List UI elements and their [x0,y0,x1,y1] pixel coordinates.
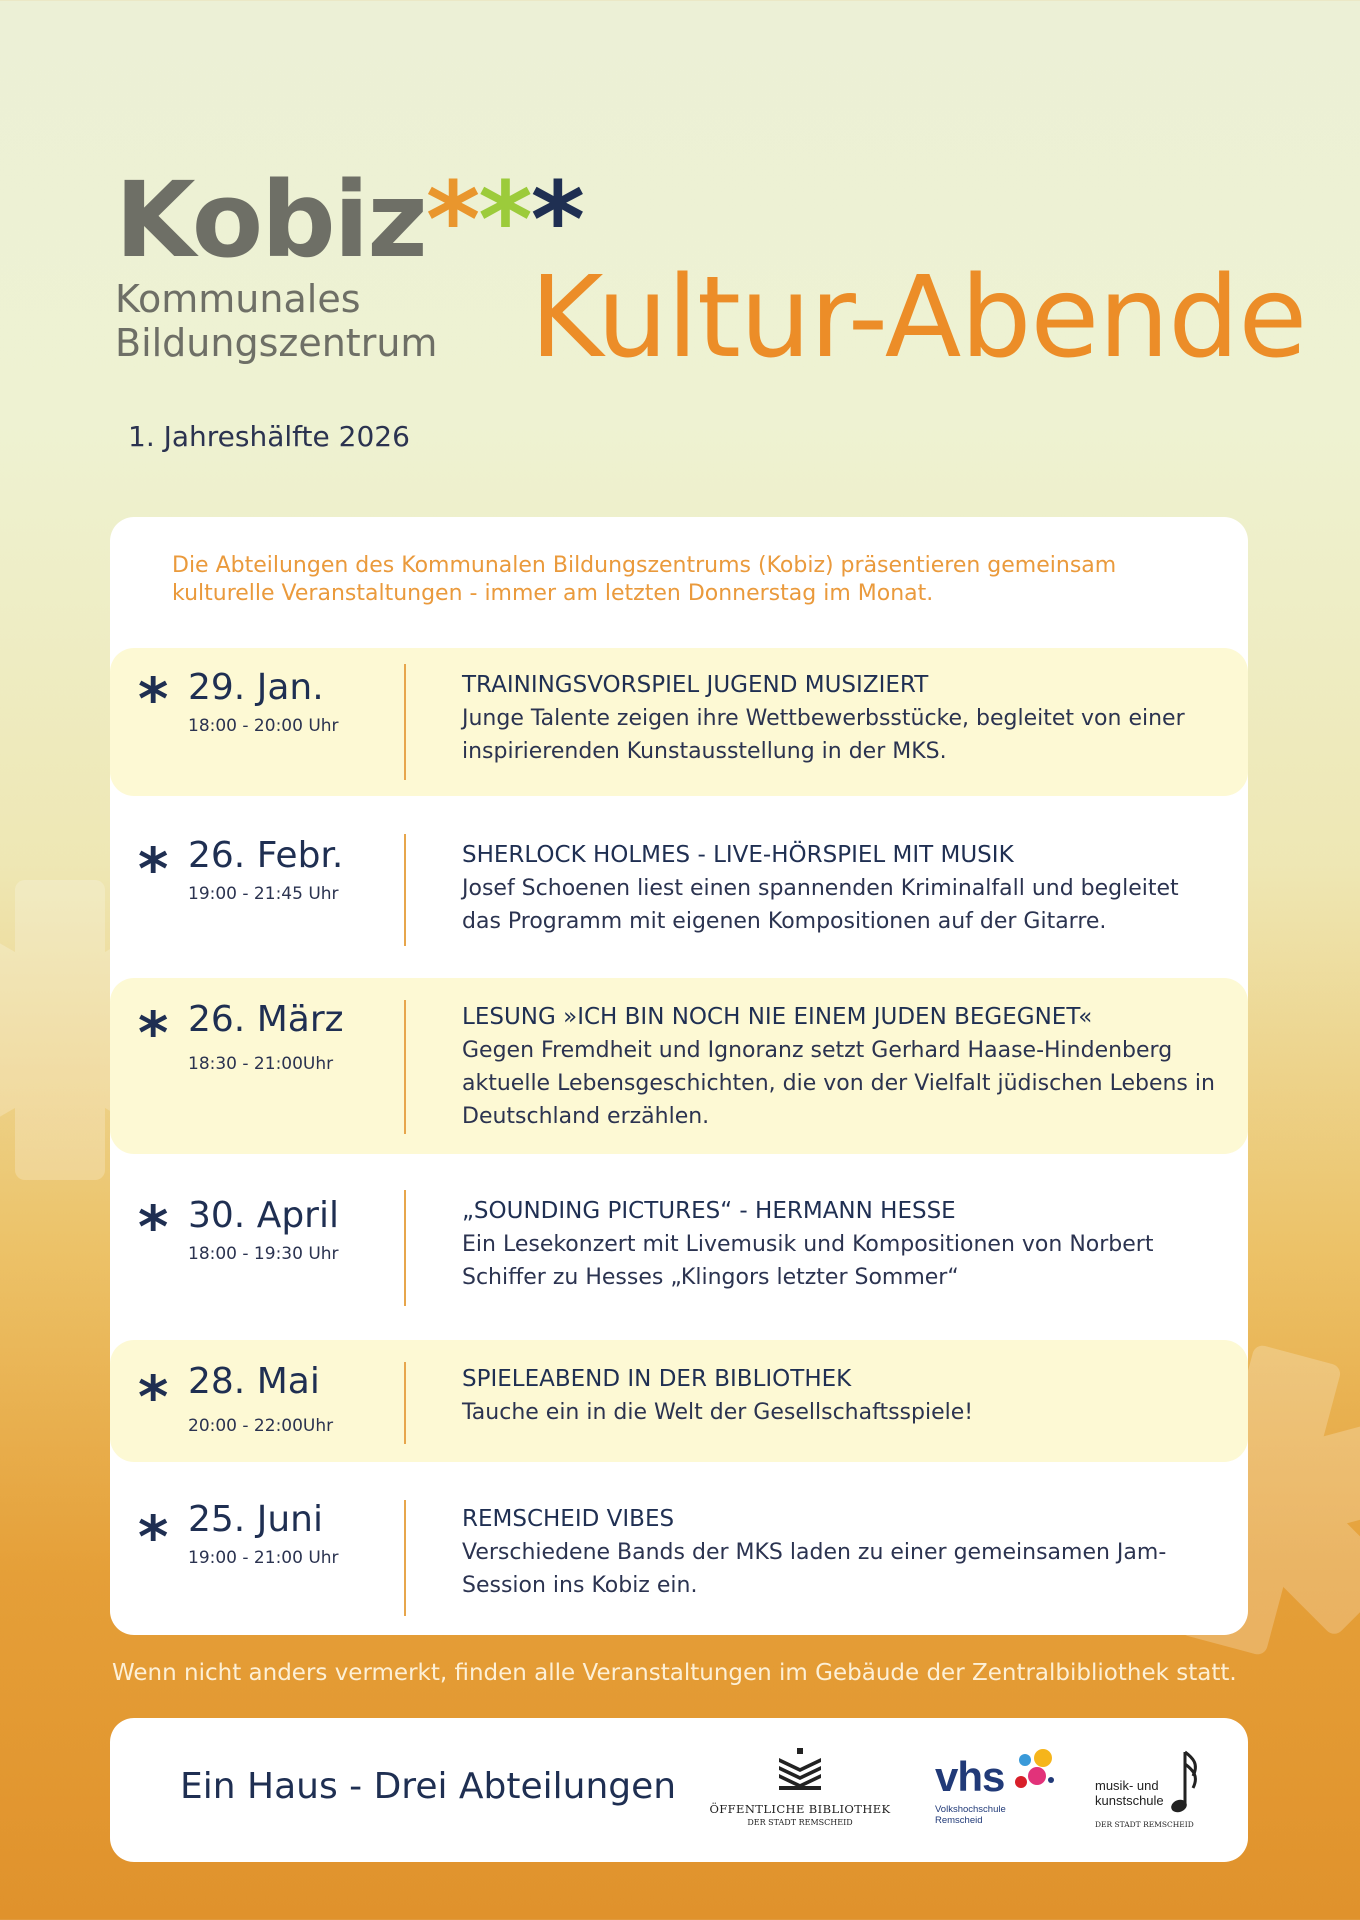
page-headline: Kultur-Abende [530,253,1307,383]
footer-card [110,1718,1248,1862]
event-divider [404,1500,406,1616]
music-school-name-line2: kunstschule [1095,1793,1164,1808]
event-marker-icon: * [138,665,169,733]
library-logo [700,1748,900,1827]
intro-text: Die Abteilungen des Kommunalen Bildungszentrums (Kobiz) präsentieren gemeinsam kulturelle Veranstaltungen - immer am letzten Donnerstag im Monat. [172,553,1117,606]
color-dots-icon [1013,1748,1055,1792]
event-marker-icon: * [138,1503,169,1571]
event-time: 18:30 - 21:00Uhr [188,1054,334,1074]
venue-footnote: Wenn nicht anders vermerkt, finden alle Veranstaltungen im Gebäude der Zentralbibliothek statt. [112,1660,1237,1686]
book-icon [777,1748,823,1792]
kobiz-logo [115,159,584,365]
event-time: 18:00 - 20:00 Uhr [188,716,339,736]
event-divider [404,1362,406,1444]
event-description: Ein Lesekonzert mit Livemusik und Kompositionen von Norbert Schiffer zu Hesses „Klingors letzter Sommer“ [462,1232,1154,1290]
event-marker-icon: * [138,999,169,1067]
event-row [110,814,1248,960]
logo-wordmark [115,159,584,281]
event-row [110,648,1248,796]
music-note-icon [1167,1748,1201,1818]
music-school-logo [1095,1748,1230,1829]
vhs-subtitle [935,1804,1065,1826]
event-title: TRAININGSVORSPIEL JUGEND MUSIZIERT [462,672,929,698]
logo-word: Kobiz [115,159,426,281]
event-time: 19:00 - 21:45 Uhr [188,884,339,904]
event-marker-icon: * [138,1193,169,1261]
music-school-name-line1: musik- und [1095,1778,1159,1793]
event-row [110,1170,1248,1322]
event-description: Tauche ein in die Welt der Gesellschaftsspiele! [462,1400,974,1425]
logo-star-navy: * [530,159,584,281]
event-time: 19:00 - 21:00 Uhr [188,1548,339,1568]
event-marker-icon: * [138,1363,169,1431]
event-title: „SOUNDING PICTURES“ - HERMANN HESSE [462,1198,956,1224]
music-school-city: DER STADT REMSCHEID [1095,1820,1194,1829]
event-divider [404,1000,406,1134]
event-date: 25. Juni [188,1499,323,1540]
vhs-logo [935,1748,1065,1826]
event-divider [404,664,406,780]
logo-subtitle-line2: Bildungszentrum [115,320,438,365]
event-date: 26. März [188,999,344,1040]
event-title: SHERLOCK HOLMES - LIVE-HÖRSPIEL MIT MUSIK [462,842,1014,868]
event-description: Gegen Fremdheit und Ignoranz setzt Gerhard Haase-Hindenberg aktuelle Lebensgeschichten, die von der Vielfalt jüdischen Lebens in Deutschland erzählen. [462,1038,1215,1129]
event-time: 18:00 - 19:30 Uhr [188,1244,339,1264]
event-date: 28. Mai [188,1361,320,1402]
logo-subtitle [115,278,583,365]
event-row [110,1340,1248,1462]
library-name: ÖFFENTLICHE BIBLIOTHEK [709,1802,891,1816]
event-description: Verschiedene Bands der MKS laden zu einer gemeinsamen Jam-Session ins Kobiz ein. [462,1540,1167,1598]
logo-subtitle-line1: Kommunales [115,277,361,321]
event-date: 29. Jan. [188,667,324,708]
event-description: Josef Schoenen liest einen spannenden Kriminalfall und begleitet das Programm mit eigenen Kompositionen auf der Gitarre. [462,876,1179,934]
event-title: LESUNG »ICH BIN NOCH NIE EINEM JUDEN BEGEGNET« [462,1004,1093,1030]
vhs-wordmark: vhs [935,1753,1005,1800]
event-divider [404,1190,406,1306]
vhs-subtitle-line2: Remscheid [935,1815,983,1826]
music-school-name [1095,1778,1164,1808]
event-time: 20:00 - 22:00Uhr [188,1416,334,1436]
vhs-subtitle-line1: Volkshochschule [935,1804,1006,1815]
event-date: 30. April [188,1195,339,1236]
event-divider [404,834,406,946]
event-date: 26. Febr. [188,835,344,876]
library-city: DER STADT REMSCHEID [747,1818,853,1827]
event-title: REMSCHEID VIBES [462,1506,675,1532]
event-row [110,1480,1248,1632]
event-title: SPIELEABEND IN DER BIBLIOTHEK [462,1366,852,1392]
footer-slogan: Ein Haus - Drei Abteilungen [180,1766,677,1807]
event-marker-icon: * [138,835,169,903]
logo-star-orange: * [425,159,479,281]
logo-star-green: * [478,159,531,281]
season-label: 1. Jahreshälfte 2026 [128,420,410,453]
event-row [110,978,1248,1154]
event-description: Junge Talente zeigen ihre Wettbewerbsstücke, begleitet von einer inspirierenden Kunstausstellung in der MKS. [462,706,1185,764]
